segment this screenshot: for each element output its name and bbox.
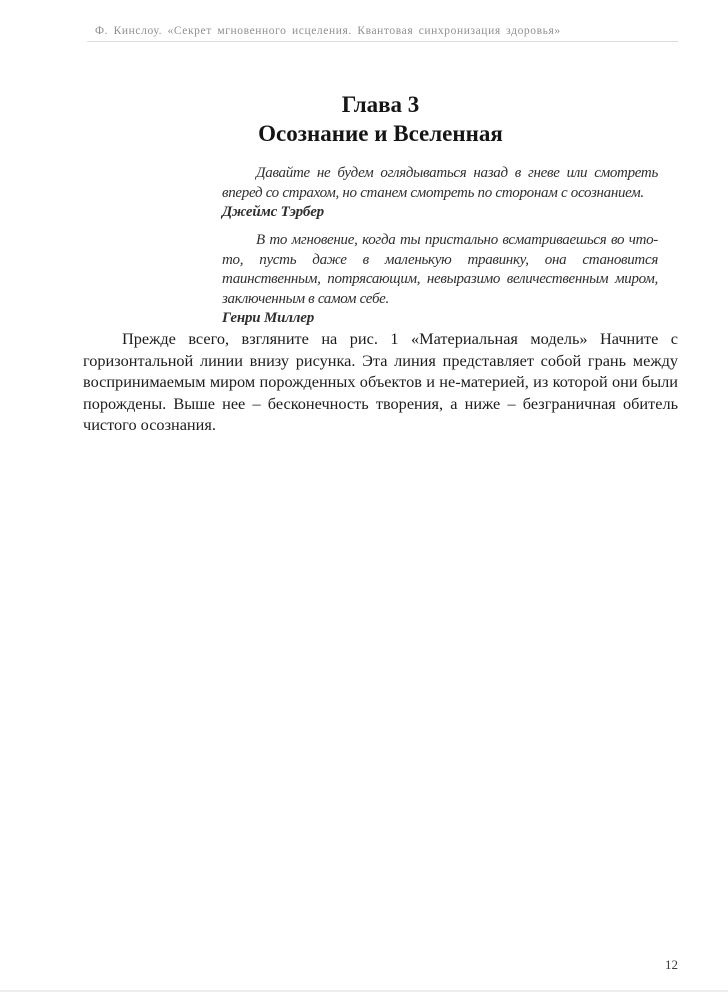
epigraph-author: Джеймс Тэрбер: [222, 204, 324, 221]
body-paragraph: Прежде всего, взгляните на рис. 1 «Материальная модель» Начните с горизонтальной линии внизу рисунка. Эта линия представляет собой грань между воспринимаемым миром порожденных объектов и не-материей, из которой они были порождены. Выше нее – бесконечность творения, а ниже – безграничная обитель чистого осознания.: [83, 329, 678, 435]
page-bottom-rule: [0, 990, 728, 992]
running-header: Ф. Кинслоу. «Секрет мгновенного исцеления. Квантовая синхронизация здоровья»: [95, 25, 561, 37]
page-number: 12: [665, 957, 678, 972]
epigraph-thurber: [222, 164, 658, 223]
epigraph-text: В то мгновение, когда ты пристально всматриваешься во что-то, пусть даже в маленькую травинку, она становится таинственным, потрясающим, невыразимо величественным миром, заключенным в самом себе.: [222, 232, 658, 307]
epigraph-miller: [222, 231, 658, 329]
epigraph-author: Генри Миллер: [222, 310, 315, 327]
chapter-number: Глава 3: [341, 92, 420, 117]
header-rule: [87, 41, 678, 42]
epigraph-text: Давайте не будем оглядываться назад в гневе или смотреть вперед со страхом, но станем смотреть по сторонам с осознанием.: [222, 165, 658, 201]
chapter-title: Осознание и Вселенная: [258, 121, 503, 146]
